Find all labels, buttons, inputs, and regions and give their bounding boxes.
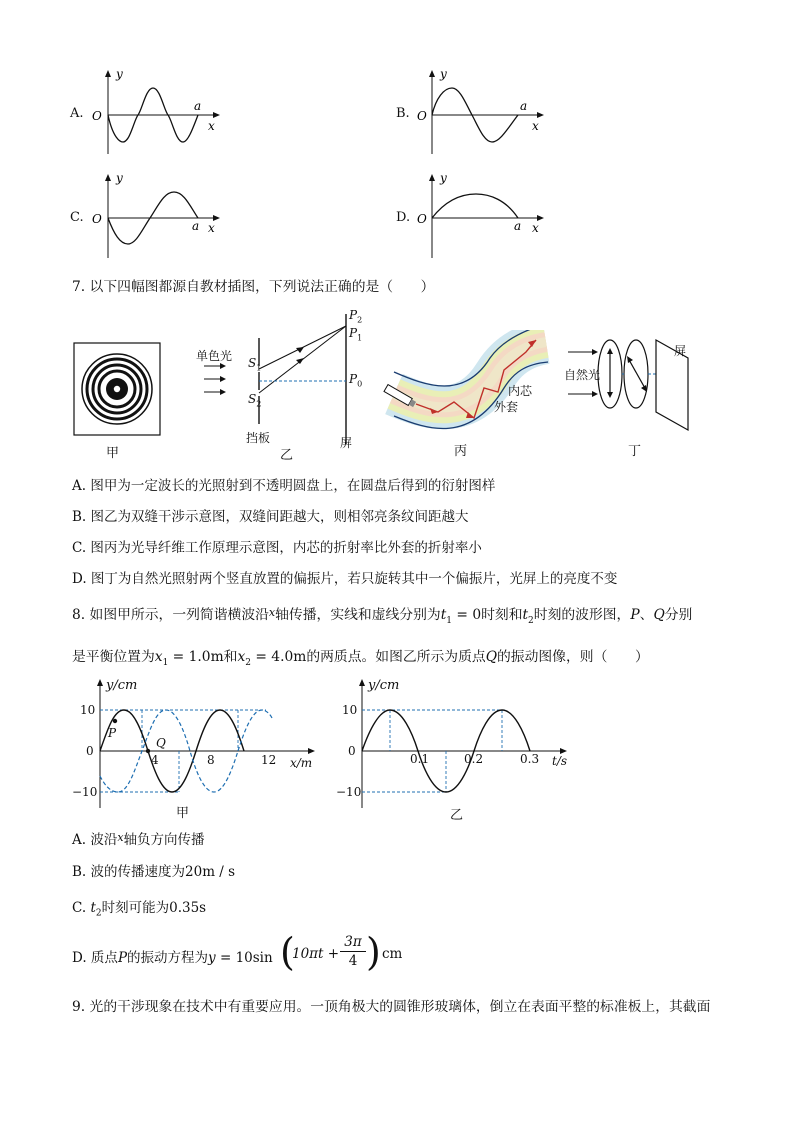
q7-option-b[interactable]: B. 图乙为双缝干涉示意图，双缝间距越大，则相邻亮条纹间距越大 (72, 509, 469, 525)
y-axis-label: y (116, 68, 123, 81)
fig-jia-caption: 甲 (106, 446, 120, 461)
x-tick-12: 12 (261, 753, 277, 767)
y-axis-label: y (440, 68, 447, 81)
x-axis-label: x (532, 119, 539, 133)
x-axis-label: x (208, 119, 215, 133)
unit-cm: cm (382, 946, 403, 962)
q6-option-b (396, 68, 556, 160)
q7-option-a[interactable]: A. 图甲为一定波长的光照射到不透明圆盘上，在圆盘后得到的衍射图样 (72, 478, 496, 494)
monochromatic-light-label: 单色光 (196, 349, 233, 363)
x-axis-label: x (532, 221, 539, 235)
q7-option-d[interactable]: D. 图丁为自然光照射两个竖直放置的偏振片，若只旋转其中一个偏振片，光屏上的亮度不变 (72, 571, 618, 587)
option-letter: C. (70, 210, 84, 225)
x-tick-8: 8 (207, 753, 215, 767)
s2-label: $S_2$ (248, 392, 262, 409)
t-tick-02: 0.2 (464, 752, 484, 766)
fig-bing-fiber (376, 330, 552, 462)
q8-option-b[interactable]: B. 波的传播速度为20m / s (72, 864, 236, 880)
q8-stem-line1: 8. 如图甲所示，一列简谐横波沿$^x$轴传播，实线和虚线分别为$t_1 = 0$时刻和$t_2$时刻的波形图，P、Q分别 (72, 606, 693, 626)
y-axis-label: y (440, 172, 447, 185)
x-axis-label: x/m (290, 756, 313, 770)
t-axis-label: t/s (552, 754, 568, 768)
t-tick-03: 0.3 (520, 752, 540, 766)
core-label: 内芯 (508, 384, 533, 398)
fig-jia (72, 342, 164, 464)
q8-option-a[interactable]: A. 波沿$^x$轴负方向传播 (72, 831, 205, 848)
origin-label: O (92, 109, 102, 123)
t-tick-01: 0.1 (410, 752, 430, 766)
point-a-label: a (194, 99, 202, 113)
q6-graph-a (70, 68, 230, 160)
y-axis-label: y/cm (106, 678, 138, 693)
q6-option-c (70, 172, 230, 264)
y-axis-label: y/cm (368, 678, 400, 693)
y-tick-0: 0 (348, 744, 356, 758)
fig-ding-caption: 丁 (628, 444, 642, 459)
origin-label: O (92, 212, 102, 226)
point-a-label: a (514, 219, 522, 233)
q8-fig-yi (336, 676, 586, 826)
natural-light-label: 自然光 (564, 368, 601, 382)
q9-stem: 9. 光的干涉现象在技术中有重要应用。一顶角极大的圆锥形玻璃体，倒立在表面平整的标准板上，其截面 (72, 999, 711, 1015)
origin-label: O (417, 212, 427, 226)
q8-fig-jia (70, 676, 330, 826)
fig-yi-doubleslit (192, 306, 372, 462)
y-tick-0: 0 (86, 744, 94, 758)
y-tick-neg10: −10 (336, 785, 362, 799)
fig-ding-polarizers (560, 334, 710, 462)
x-tick-4: 4 (151, 753, 159, 767)
wave-graph (70, 676, 330, 826)
p1-label: $P_1$ (349, 326, 363, 343)
s1-label: $S_1$ (248, 356, 262, 373)
fraction: 3π 4 (340, 934, 366, 970)
q6-option-a (70, 68, 230, 160)
board-label: 挡板 (246, 431, 271, 445)
fig-bing-caption: 丙 (454, 444, 468, 459)
q6-graph-b (396, 68, 556, 160)
option-letter: A. (70, 106, 84, 121)
point-p-label: P (108, 726, 117, 740)
y-tick-10: 10 (80, 703, 96, 717)
q6-graph-d (396, 172, 556, 264)
q7-stem: 7. 以下四幅图都源自教材插图，下列说法正确的是（ ） (72, 279, 435, 295)
q8-stem-line2: 是平衡位置为$x_1 = 1.0m$和$x_2 = 4.0m$的两质点。如图乙所示为质点Q的振动图像，则（ ） (72, 649, 649, 668)
screen-label-ding: 屏 (674, 344, 687, 358)
point-a-label: a (192, 219, 200, 233)
x-axis-label: x (208, 221, 215, 235)
paren-right: ) (366, 930, 381, 974)
y-tick-neg10: −10 (72, 785, 98, 799)
option-letter: B. (396, 106, 410, 121)
point-a-label: a (520, 99, 528, 113)
q8-option-c[interactable]: C. $t_2$时刻可能为0.35s (72, 900, 207, 919)
equation-inner: 10πt + (292, 946, 340, 962)
y-tick-10: 10 (342, 703, 358, 717)
option-d-prefix: D. 质点P的振动方程为y = 10sin (72, 950, 273, 966)
q7-option-c[interactable]: C. 图丙为光导纤维工作原理示意图，内芯的折射率比外套的折射率小 (72, 540, 482, 556)
fig-jia-caption: 甲 (176, 806, 190, 821)
q6-option-d (396, 172, 556, 264)
paren-left: ( (280, 930, 295, 974)
point-q-label: Q (156, 736, 166, 750)
y-axis-label: y (116, 172, 123, 185)
fig-yi-caption: 乙 (450, 808, 464, 823)
screen-label: 屏 (340, 436, 353, 450)
fig-yi-caption: 乙 (280, 448, 294, 463)
q6-graph-c (70, 172, 230, 264)
origin-label: O (417, 109, 427, 123)
cladding-label: 外套 (494, 400, 519, 414)
p0-label: $P_0$ (349, 372, 363, 389)
p2-label: $P_2$ (349, 308, 363, 325)
option-letter: D. (396, 210, 411, 225)
